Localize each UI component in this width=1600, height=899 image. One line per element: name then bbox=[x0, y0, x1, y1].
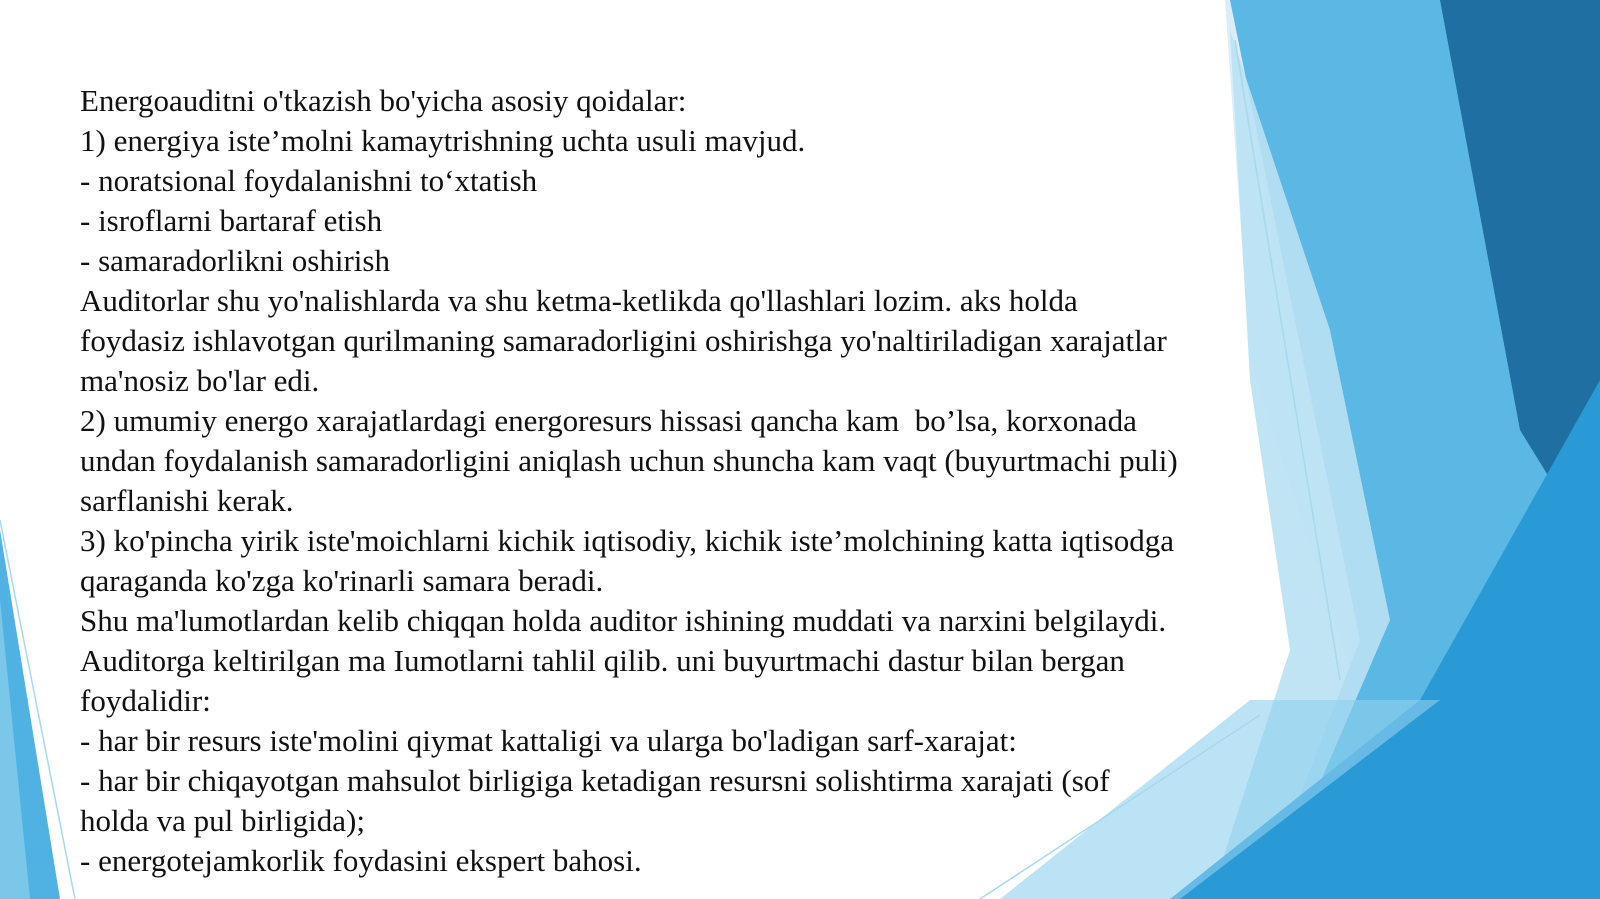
slide-body-text bbox=[80, 81, 1280, 881]
text-line: 1) energiya iste’molni kamaytrishning uchta usuli mavjud. bbox=[80, 123, 806, 158]
text-line: qaraganda ko'zga ko'rinarli samara beradi. bbox=[80, 563, 604, 598]
text-line: Auditorga keltirilgan ma Iumotlarni tahlil qilib. uni buyurtmachi dastur bilan bergan bbox=[80, 643, 1125, 678]
text-line: 3) ko'pincha yirik iste'moichlarni kichik iqtisodiy, kichik iste’molchining katta iqtisodga bbox=[80, 523, 1174, 558]
text-line: - har bir resurs iste'molini qiymat kattaligi va ularga bo'ladigan sarf-xarajat: bbox=[80, 723, 1017, 758]
text-line: Auditorlar shu yo'nalishlarda va shu ketma-ketlikda qo'llashlari lozim. aks holda bbox=[80, 283, 1078, 318]
text-line: undan foydalanish samaradorligini aniqlash uchun shuncha kam vaqt (buyurtmachi puli) bbox=[80, 443, 1178, 478]
text-line: - samaradorlikni oshirish bbox=[80, 243, 390, 278]
text-line: - isroflarni bartaraf etish bbox=[80, 203, 383, 238]
text-line: 2) umumiy energo xarajatlardagi energoresurs hissasi qancha kam bo’lsa, korxonada bbox=[80, 403, 1137, 438]
text-line: - energotejamkorlik foydasini ekspert bahosi. bbox=[80, 843, 642, 878]
text-line: sarflanishi kerak. bbox=[80, 483, 294, 518]
text-line: foydasiz ishlavotgan qurilmaning samaradorligini oshirishga yo'naltiriladigan xarajatlar bbox=[80, 323, 1167, 358]
text-line: - har bir chiqayotgan mahsulot birligiga ketadigan resursni solishtirma xarajati (sof bbox=[80, 763, 1110, 798]
text-line: ma'nosiz bo'lar edi. bbox=[80, 363, 320, 398]
text-line: foydalidir: bbox=[80, 683, 211, 718]
text-line: Shu ma'lumotlardan kelib chiqqan holda auditor ishining muddati va narxini belgilaydi. bbox=[80, 603, 1167, 638]
text-line: holda va pul birligida); bbox=[80, 803, 365, 838]
text-line: - noratsional foydalanishni to‘xtatish bbox=[80, 163, 538, 198]
text-line: Energoauditni o'tkazish bo'yicha asosiy qoidalar: bbox=[80, 83, 687, 118]
